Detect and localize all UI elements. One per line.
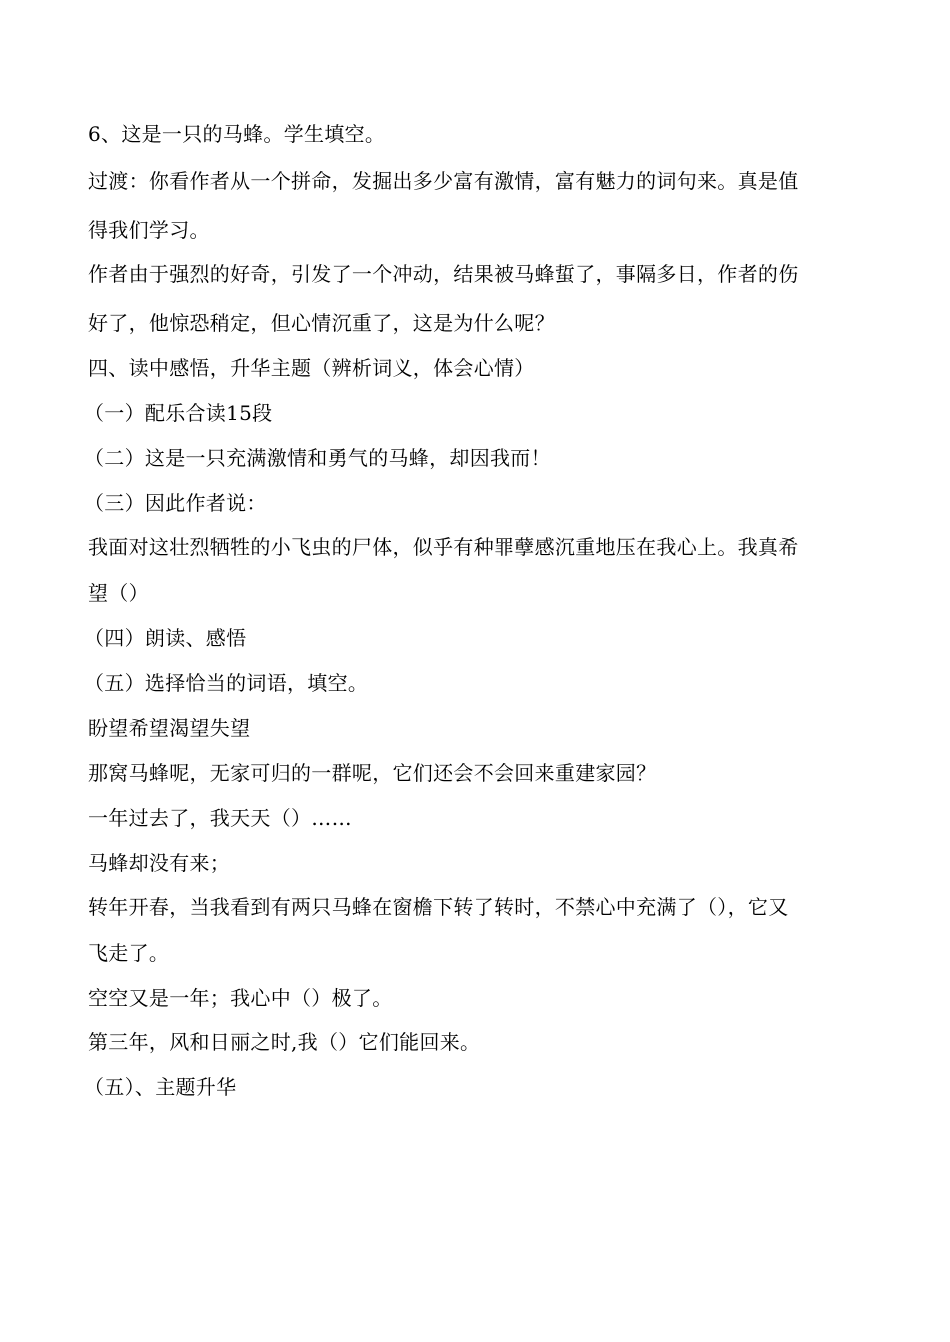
list-item-5: （五）选择恰当的词语，填空。 xyxy=(84,671,369,695)
text-line-transition-cont: 得我们学习。 xyxy=(88,218,210,242)
text-line-empty-year: 空空又是一年；我心中（）极了。 xyxy=(88,986,393,1010)
text-line-quote-cont: 望（） xyxy=(88,581,149,605)
text-line-wasp-not-come: 马蜂却没有来； xyxy=(88,851,231,875)
word-choices: 盼望希望渴望失望 xyxy=(88,716,251,740)
text-line-wasp-nest: 那窝马蜂呢，无家可归的一群呢，它们还会不会回来重建家园？ xyxy=(88,761,657,785)
text-line-third-year: 第三年，风和日丽之时,我（）它们能回来。 xyxy=(88,1030,481,1054)
text-line-author-question: 作者由于强烈的好奇，引发了一个冲动，结果被马蜂蜇了，事隔多日，作者的伤 xyxy=(88,262,799,286)
text-line-author-question-cont: 好了，他惊恐稍定，但心情沉重了，这是为什么呢？ xyxy=(88,311,555,335)
list-item-theme: （五）、主题升华 xyxy=(84,1075,237,1099)
section-heading-four: 四、读中感悟，升华主题（辨析词义，体会心情） xyxy=(88,356,535,380)
text-line-spring: 转年开春，当我看到有两只马蜂在窗檐下转了转时，不禁心中充满了（），它又 xyxy=(88,895,789,919)
text-line-year-passed: 一年过去了，我天天（）…… xyxy=(88,806,352,830)
list-item-2: （二）这是一只充满激情和勇气的马蜂，却因我而！ xyxy=(84,446,551,470)
text-line-spring-cont: 飞走了。 xyxy=(88,941,170,965)
list-item-1: （一）配乐合读15段 xyxy=(84,401,273,425)
list-item-4: （四）朗读、感悟 xyxy=(84,626,247,650)
text-line-transition: 过渡：你看作者从一个拼命，发掘出多少富有激情，富有魅力的词句来。真是值 xyxy=(88,169,799,193)
text-line-step-6: 6、这是一只的马蜂。学生填空。 xyxy=(88,122,386,146)
text-line-quote: 我面对这壮烈牺牲的小飞虫的尸体，似乎有种罪孽感沉重地压在我心上。我真希 xyxy=(88,535,799,559)
list-item-3: （三）因此作者说： xyxy=(84,491,267,515)
